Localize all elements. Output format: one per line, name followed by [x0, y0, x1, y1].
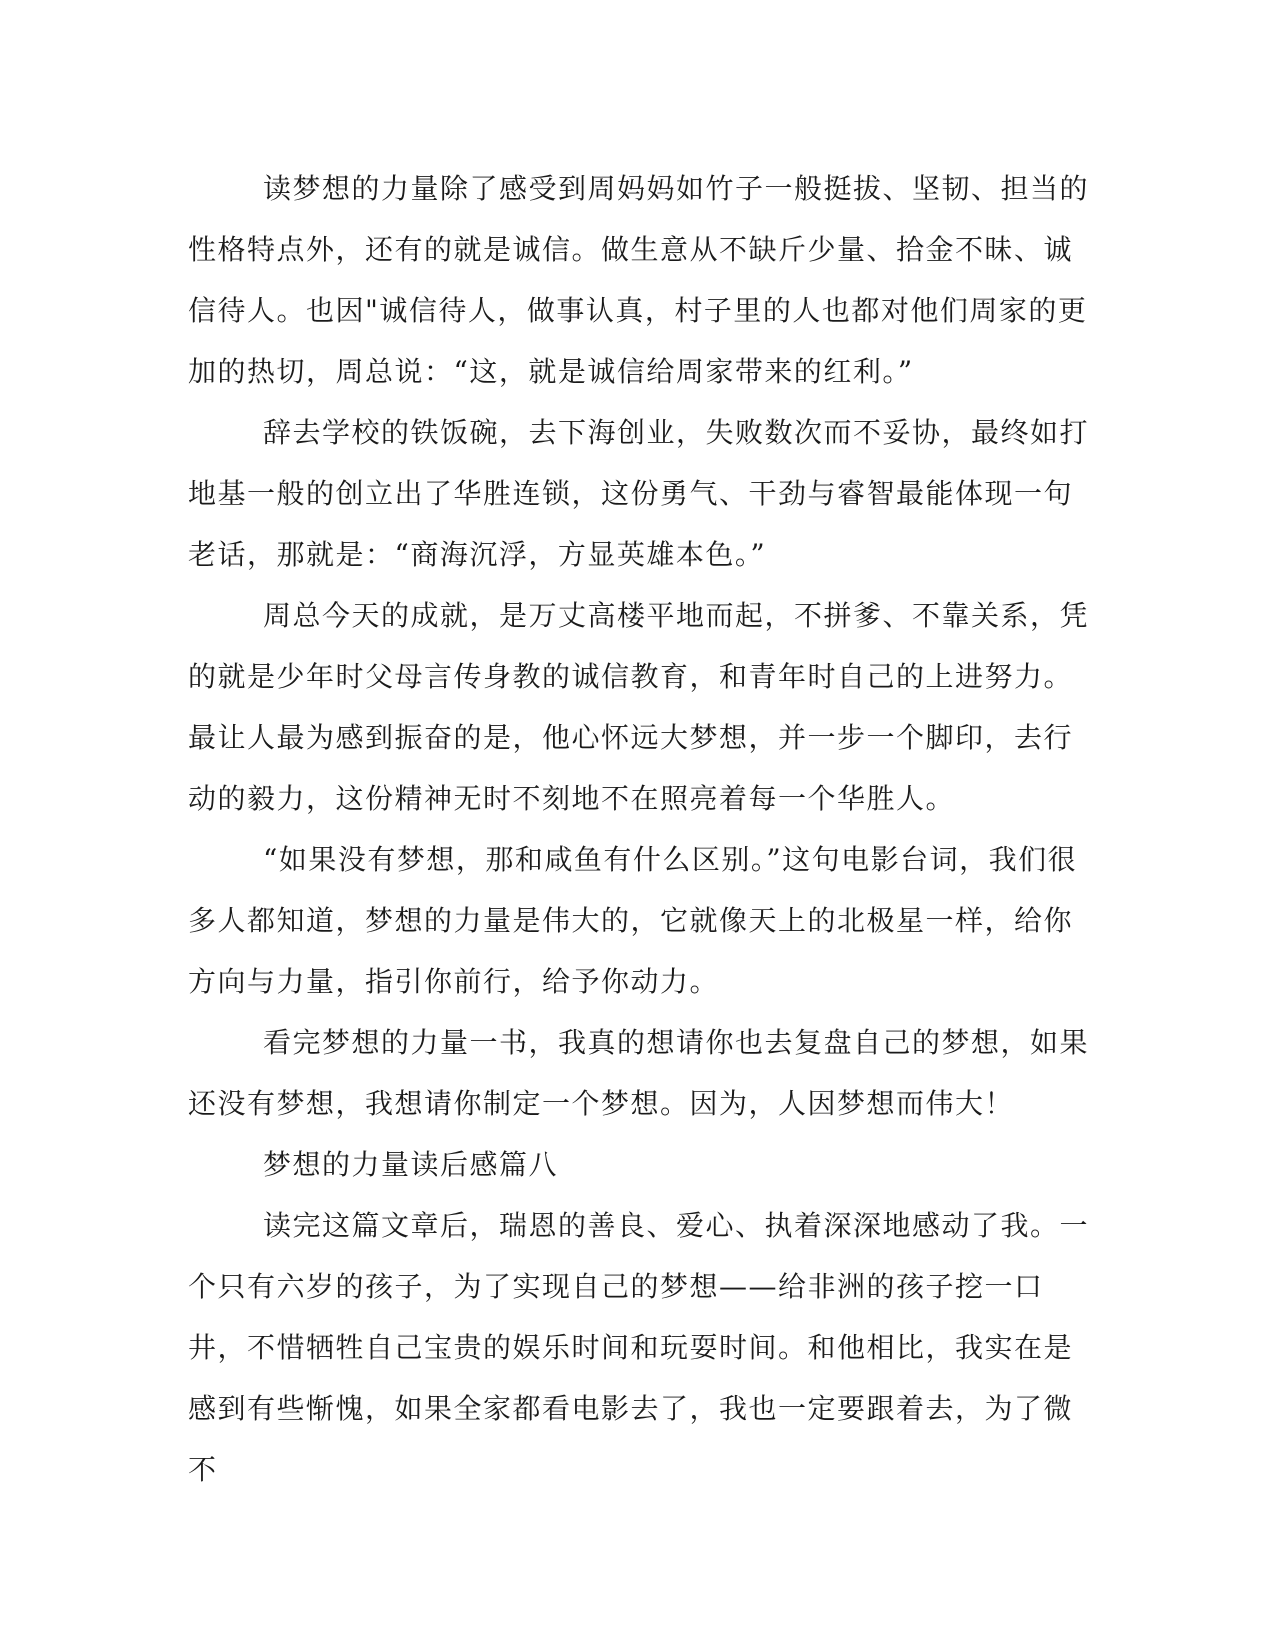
paragraph-ryan: 读完这篇文章后，瑞恩的善良、爱心、执着深深地感动了我。一个只有六岁的孩子，为了实现自己的梦想——给非洲的孩子挖一口井，不惜牺牲自己宝贵的娱乐时间和玩耍时间。和他相比，我实在是感到有些惭愧，如果全家都看电影去了，我也一定要跟着去，为了微不: [188, 1209, 1090, 1486]
document-body: [188, 158, 1093, 1500]
paragraph-conclusion: 看完梦想的力量一书，我真的想请你也去复盘自己的梦想，如果还没有梦想，我想请你制定一个梦想。因为，人因梦想而伟大！: [188, 1026, 1090, 1120]
paragraph-movie-quote: “如果没有梦想，那和咸鱼有什么区别。”这句电影台词，我们很多人都知道，梦想的力量是伟大的，它就像天上的北极星一样，给你方向与力量，指引你前行，给予你动力。: [188, 843, 1078, 998]
paragraph-achievement: 周总今天的成就，是万丈高楼平地而起，不拼爹、不靠关系，凭的就是少年时父母言传身教的诚信教育，和青年时自己的上进努力。最让人最为感到振奋的是，他心怀远大梦想，并一步一个脚印，去行动的毅力，这份精神无时不刻地不在照亮着每一个华胜人。: [188, 599, 1090, 815]
section-heading: 梦想的力量读后感篇八: [263, 1148, 559, 1181]
paragraph-entrepreneurship: 辞去学校的铁饭碗，去下海创业，失败数次而不妥协，最终如打地基一般的创立出了华胜连锁，这份勇气、干劲与睿智最能体现一句老话，那就是：“商海沉浮，方显英雄本色。”: [188, 416, 1090, 571]
paragraph-integrity: 读梦想的力量除了感受到周妈妈如竹子一般挺拔、坚韧、担当的性格特点外，还有的就是诚信。做生意从不缺斤少量、拾金不昧、诚信待人。也因"诚信待人，做事认真，村子里的人也都对他们周家的更加的热切，周总说：“这，就是诚信给周家带来的红利。”: [188, 172, 1090, 388]
